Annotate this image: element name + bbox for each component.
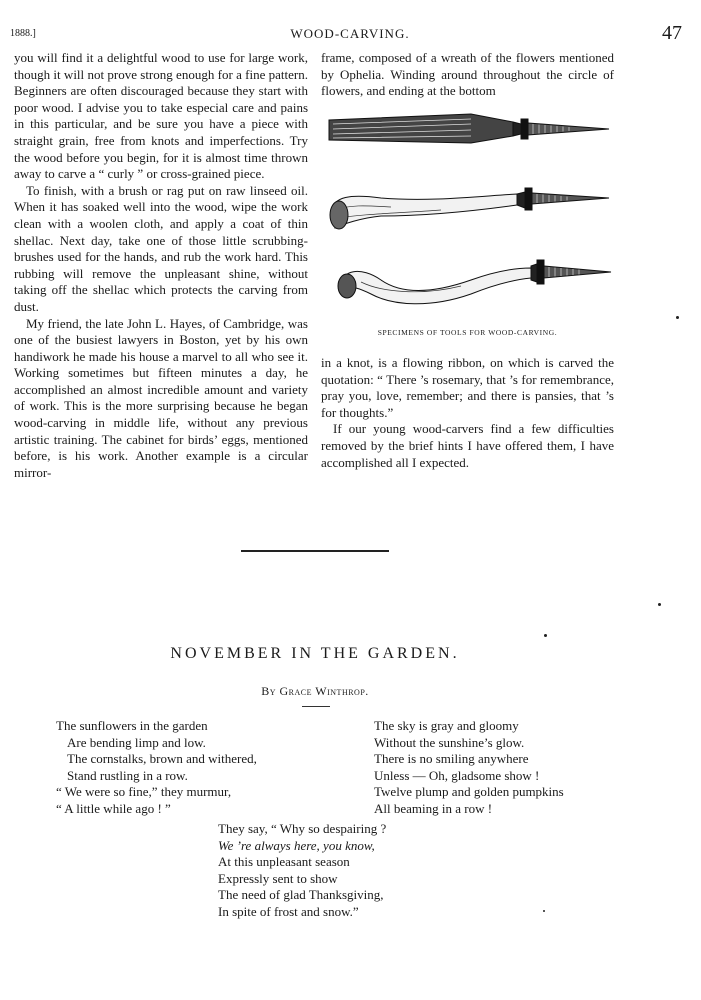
tools-figure [321, 110, 614, 340]
article-paragraph: you will find it a delightful wood to use for large work, though it will not prove strong enough for a fine pattern. Beginners are often discouraged because they start with poor wood. I advise you to take especial care and pains in this particular, and be sure you have a piece with straight grain, free from knots and imperfections. Try the wood before you begin, for it is almost time thrown away to carve a “ curly ” or cross-grained piece. [14, 50, 308, 182]
section-divider [241, 550, 389, 552]
poem-title: NOVEMBER IN THE GARDEN. [170, 645, 460, 662]
poem-line: The sunflowers in the garden [56, 718, 208, 733]
poem-line: Unless — Oh, gladsome show ! [374, 767, 540, 783]
running-title: WOOD-CARVING. [290, 26, 410, 41]
poem-stanza-1 [56, 718, 257, 817]
print-speck [543, 910, 545, 912]
poem-line: Without the sunshine’s glow. [374, 734, 525, 750]
poem-line: At this unpleasant season [218, 854, 350, 869]
poem-line: All beaming in a row ! [374, 800, 493, 816]
article-paragraph: in a knot, is a flowing ribbon, on which is carved the quotation: “ There ’s rosemary, that ’s for remembrance, pray you, love, remember; and there is pansies, that ’s for thoughts.” [321, 355, 614, 420]
hooked-gouge-tool [338, 260, 611, 304]
figure-caption: SPECIMENS OF TOOLS FOR WOOD-CARVING. [377, 328, 558, 337]
article-paragraph: My friend, the late John L. Hayes, of Cambridge, was one of the busiest lawyers in Boston, yet by his own handiwork he made his house a marvel to all who see it. Working sometimes but fifteen minutes a day, he accomplished an almost incredible amount and variety of work. This is the more surprising because he began wood-carving in middle life, without any previous artistic training. The cabinet for birds’ eggs, mentioned before, is his work. Another example is a circular mirror- [14, 315, 308, 480]
article-paragraph: If our young wood-carvers find a few difficulties removed by the brief hints I have offered them, I have accomplished all I expected. [321, 421, 614, 470]
poem-line: The cornstalks, brown and withered, [67, 751, 257, 766]
poem-line: Twelve plump and golden pumpkins [374, 784, 564, 799]
poem-line: The sky is gray and gloomy [374, 718, 519, 733]
article-paragraph: To finish, with a brush or rag put on raw linseed oil. When it has soaked well into the wood, wipe the work clean with a woolen cloth, and apply a coat of thin shellac. Next day, take one of those little scrubbing-brushes used for the hands, and rub the work hard. This rubbing will remove the unpleasant shine, without taking off the shellac which protects the carving from dust. [14, 182, 308, 314]
page-header [10, 24, 690, 44]
poem-stanza-2 [374, 718, 564, 817]
print-speck [544, 634, 547, 637]
poem-line: “ We were so fine,” they murmur, [56, 784, 232, 799]
article-paragraph: frame, composed of a wreath of the flowers mentioned by Ophelia. Winding around throughout the circle of flowers, and ending at the bottom [321, 50, 614, 99]
page-number: 47 [662, 22, 682, 44]
poem-line: “ A little while ago ! ” [56, 800, 171, 816]
poem-line: We ’re always here, you know, [218, 837, 375, 853]
poem-line: Expressly sent to show [218, 870, 338, 886]
article-right-column-bottom [321, 355, 614, 471]
article-left-column [14, 50, 308, 481]
poem-byline: By Grace Winthrop. [261, 684, 369, 698]
byline-rule [302, 706, 330, 707]
flat-chisel-tool [329, 114, 609, 143]
print-speck [676, 316, 679, 319]
poem-line: In spite of frost and snow.” [218, 903, 359, 919]
poem-line: There is no smiling anywhere [374, 751, 529, 766]
wood-carving-tools-illustration [321, 110, 614, 325]
article-right-column-top [321, 50, 614, 100]
poem-line: They say, “ Why so despairing ? [218, 821, 387, 836]
poem-line: Stand rustling in a row. [67, 767, 188, 783]
bent-gouge-tool [330, 188, 609, 229]
poem-line: Are bending limp and low. [67, 734, 206, 750]
issue-year: 1888.] [10, 28, 36, 39]
poem-stanza-3 [218, 821, 386, 920]
poem-line: The need of glad Thanksgiving, [218, 887, 384, 902]
print-speck [658, 603, 661, 606]
